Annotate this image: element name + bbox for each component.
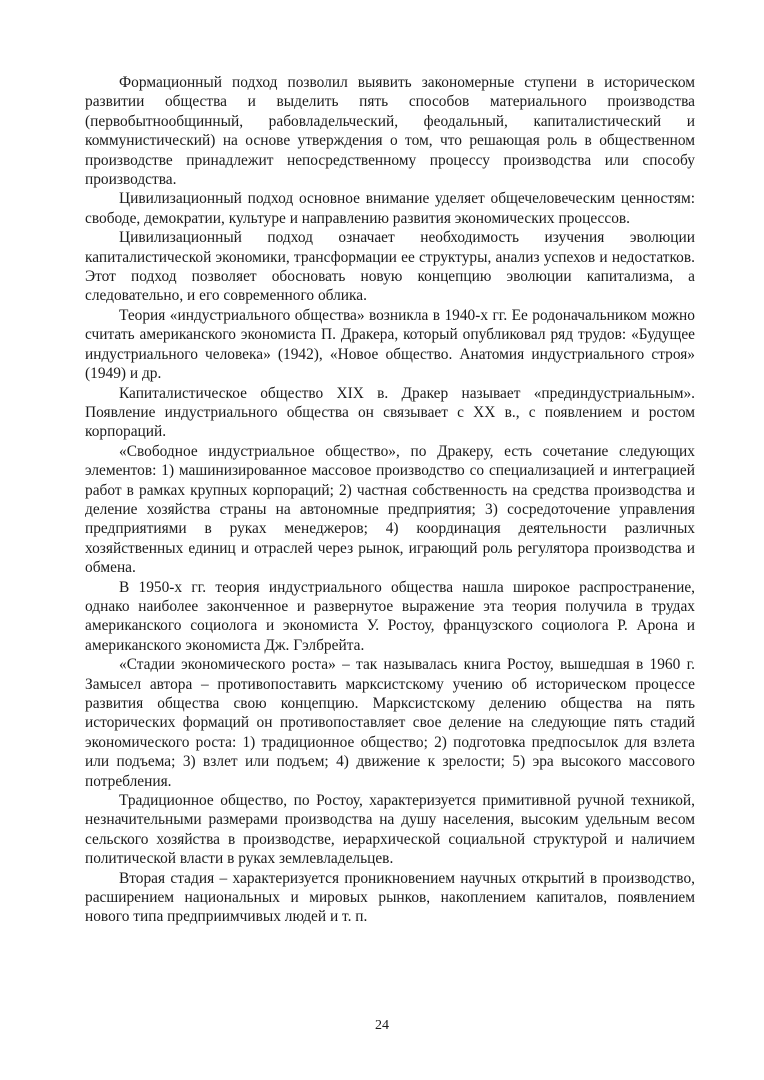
paragraph-formational-approach: Формационный подход позволил выявить закономерные ступени в историческом развитии общества и выделить пять способов материального производства (первобытнообщинный, рабовладельческий, феодальный, капиталистический и коммунистический) на основе утверждения о том, что решающая роль в общественном производстве принадлежит непосредственному процессу производства или способу производства. [85, 74, 695, 189]
paragraph-industrial-society-theory: Теория «индустриального общества» возникла в 1940-х гг. Ее родоначальником можно считать американского экономиста П. Дракера, который опубликовал ряд трудов: «Будущее индустриального человека» (1942), «Новое общество. Анатомия индустриального строя» (1949) и др. [85, 306, 695, 383]
paragraph-1950s-spread: В 1950-х гг. теория индустриального общества нашла широкое распространение, однако наиболее законченное и развернутое выражение эта теория получила в трудах американского социолога и экономиста У. Ростоу, французского социолога Р. Арона и американского экономиста Дж. Гэлбрейта. [85, 578, 695, 654]
paragraph-preindustrial: Капиталистическое общество XIX в. Дракер называет «прединдустриальным». Появление индустриального общества он связывает с XX в., с появлением и ростом корпораций. [85, 384, 695, 441]
page-number: 24 [375, 1018, 389, 1033]
paragraph-free-industrial-society: «Свободное индустриальное общество», по Дракеру, есть сочетание следующих элементов: 1) машинизированное массовое производство со специализацией и интеграцией работ в рамках крупных корпораций; 2) частная собственность на средства производства и деление хозяйства страны на автономные предприятия; 3) сосредоточение управления предприятиями в руках менеджеров; 4) координация деятельности различных хозяйственных единиц и отраслей через рынок, играющий роль регулятора производства и обмена. [85, 442, 695, 577]
paragraph-traditional-society: Традиционное общество, по Ростоу, характеризуется примитивной ручной техникой, незначительными размерами производства на душу населения, высоким удельным весом сельского хозяйства в производстве, иерархической социальной структурой и наличием политической власти в руках землевладельцев. [85, 792, 695, 868]
body-text [85, 73, 695, 927]
paragraph-civilizational-focus: Цивилизационный подход основное внимание уделяет общечеловеческим ценностям: свободе, демократии, культуре и направлению развития экономических процессов. [85, 190, 695, 227]
paragraph-second-stage: Вторая стадия – характеризуется проникновением научных открытий в производство, расширением национальных и мировых рынков, накоплением капиталов, появлением нового типа предприимчивых людей и т. п. [85, 869, 695, 926]
paragraph-civilizational-evolution: Цивилизационный подход означает необходимость изучения эволюции капиталистической экономики, трансформации ее структуры, анализ успехов и недостатков. Этот подход позволяет обосновать новую концепцию эволюции капитализма, а следовательно, и его современного облика. [85, 229, 695, 305]
paragraph-stages-of-growth: «Стадии экономического роста» – так называлась книга Ростоу, вышедшая в 1960 г. Замысел автора – противопоставить марксистскому учению об историческом процессе развития общества свою концепцию. Марксистскому делению общества на пять исторических формаций он противопоставляет свое деление на следующие пять стадий экономического роста: 1) традиционное общество; 2) подготовка предпосылок для взлета или подъема; 3) взлет или подъем; 4) движение к зрелости; 5) эра высокого массового потребления. [85, 656, 695, 790]
